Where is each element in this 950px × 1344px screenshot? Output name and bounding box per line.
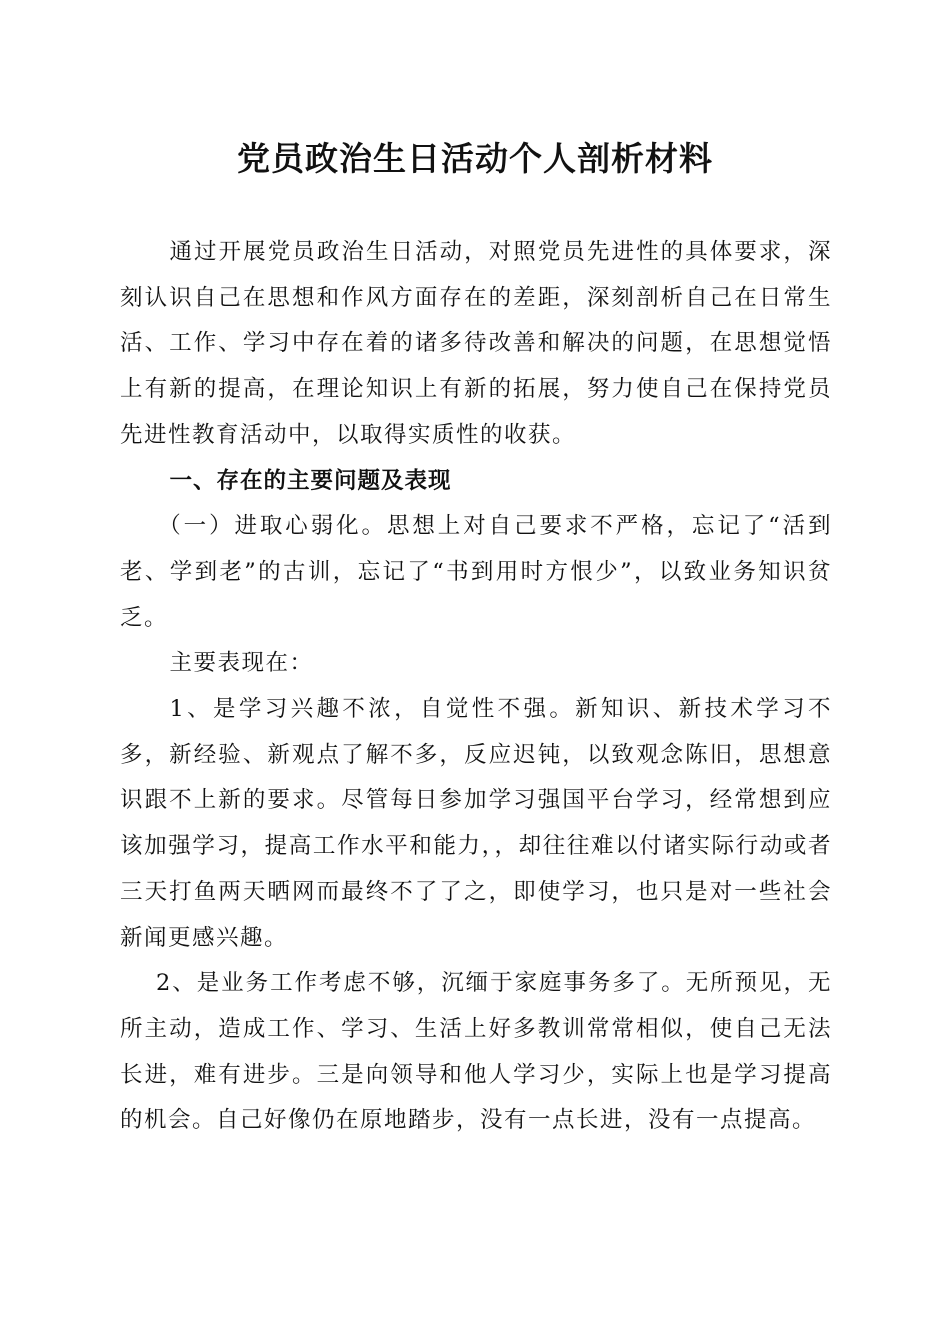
subsection-heading: （一）进取心弱化。 — [158, 513, 387, 540]
list-item: 2、是业务工作考虑不够，沉缅于家庭事务多了。无所预见，无所主动，造成工作、学习、生活上好多教训常常相似，使自己无法长进，难有进步。三是向领导和他人学习少，实际上也是学习提高的机会。自己好像仍在原地踏步，没有一点长进，没有一点提高。 — [120, 970, 832, 1134]
main-label: 主要表现在： — [169, 650, 314, 677]
intro-paragraph: 通过开展党员政治生日活动，对照党员先进性的具体要求，深刻认识自己在思想和作风方面存在的差距，深刻剖析自己在日常生活、工作、学习中存在着的诸多待改善和解决的问题，在思想觉悟上有新的提高，在理论知识上有新的拓展，努力使自己在保持党员先进性教育活动中，以取得实质性的收获。 — [120, 239, 832, 448]
subsection-paragraph — [120, 504, 832, 641]
subsection-text: 思想上对自己要求不严格，忘记了“活到老、学到老”的古训，忘记了“书到用时方恨少”，以致业务知识贫乏。 — [120, 513, 832, 631]
list-item: 1、是学习兴趣不浓，自觉性不强。新知识、新技术学习不多，新经验、新观点了解不多，反应迟钝，以致观念陈旧，思想意识跟不上新的要求。尽管每日参加学习强国平台学习，经常想到应该加强学习，提高工作水平和能力，，却往往难以付诸实际行动或者三天打鱼两天晒网而最终不了了之，即使学习，也只是对一些社会新闻更感兴趣。 — [120, 696, 832, 951]
section-heading: 一、存在的主要问题及表现 — [169, 467, 452, 494]
document-title: 党员政治生日活动个人剖析材料 — [237, 139, 713, 178]
document-body — [120, 230, 832, 1144]
